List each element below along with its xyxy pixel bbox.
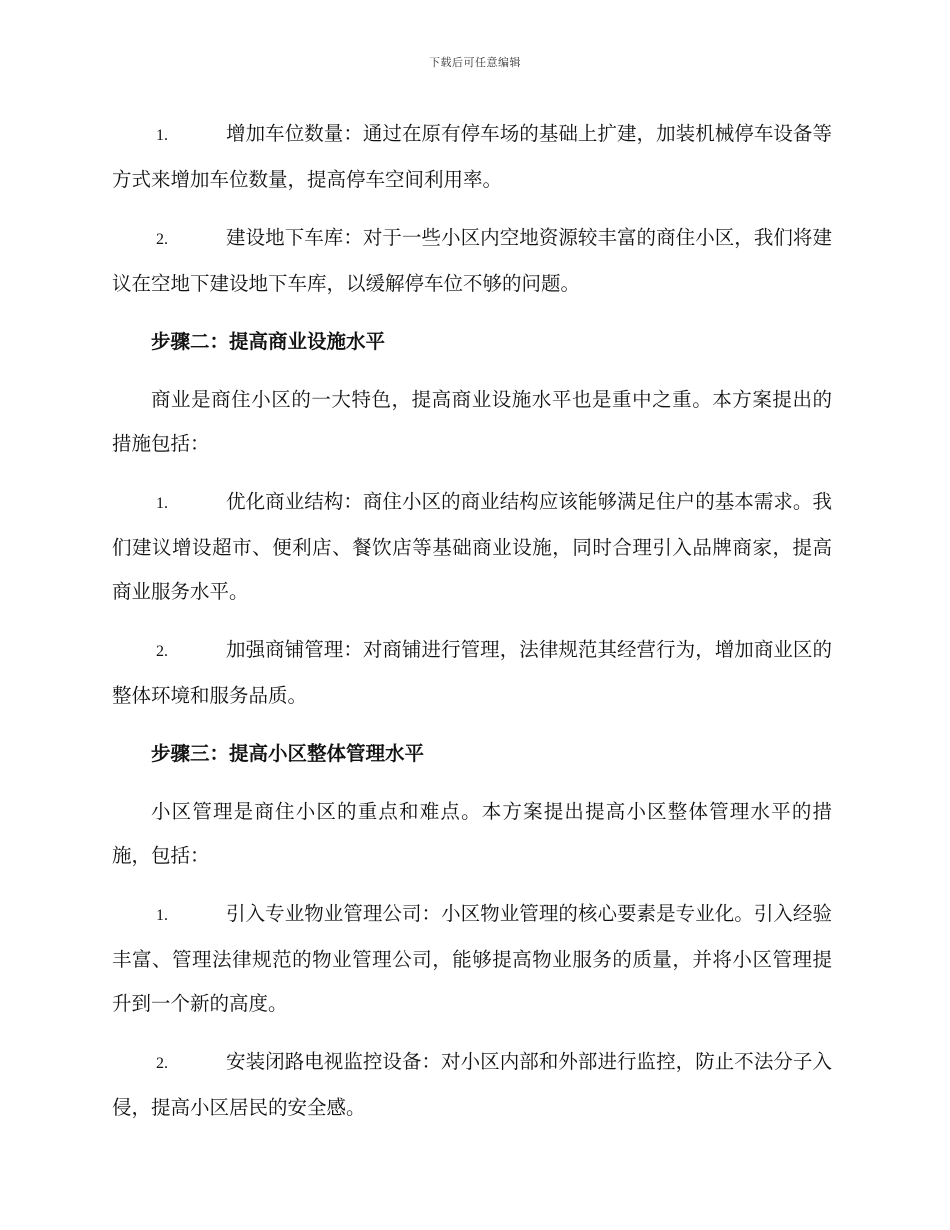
list-item-text: 建设地下车库：对于一些小区内空地资源较丰富的商住小区，我们将建议在空地下建设地下车库，以缓解停车位不够的问题。 (112, 226, 832, 295)
list-item (112, 892, 832, 1026)
list-item (112, 628, 832, 718)
list-item (112, 112, 832, 202)
list-item-text: 加强商铺管理：对商铺进行管理，法律规范其经营行为，增加商业区的整体环境和服务品质。 (112, 638, 832, 707)
list-item-text: 优化商业结构：商住小区的商业结构应该能够满足住户的基本需求。我们建议增设超市、便利店、餐饮店等基础商业设施，同时合理引入品牌商家，提高商业服务水平。 (112, 490, 832, 603)
list-number: 1. (156, 907, 168, 924)
section-heading: 步骤三：提高小区整体管理水平 (151, 742, 425, 765)
list-item-text: 增加车位数量：通过在原有停车场的基础上扩建，加装机械停车设备等方式来增加车位数量，提高停车空间利用率。 (112, 122, 832, 191)
paragraph: 商业是商住小区的一大特色，提高商业设施水平也是重中之重。本方案提出的措施包括： (112, 388, 832, 455)
list-number: 2. (156, 643, 168, 660)
list-number: 1. (156, 127, 168, 144)
page-header: 下载后可任意编辑 (429, 56, 521, 69)
document-body (112, 112, 832, 1144)
section-heading: 步骤二：提高商业设施水平 (151, 330, 386, 353)
list-item (112, 1040, 832, 1130)
paragraph: 小区管理是商住小区的重点和难点。本方案提出提高小区整体管理水平的措施，包括： (112, 800, 832, 867)
list-number: 2. (156, 1055, 168, 1072)
list-item (112, 480, 832, 614)
list-item-text: 安装闭路电视监控设备：对小区内部和外部进行监控，防止不法分子入侵，提高小区居民的安全感。 (112, 1050, 832, 1119)
list-number: 2. (156, 231, 168, 248)
list-number: 1. (156, 495, 168, 512)
list-item (112, 216, 832, 306)
list-item-text: 引入专业物业管理公司：小区物业管理的核心要素是专业化。引入经验丰富、管理法律规范的物业管理公司，能够提高物业服务的质量，并将小区管理提升到一个新的高度。 (112, 902, 832, 1015)
